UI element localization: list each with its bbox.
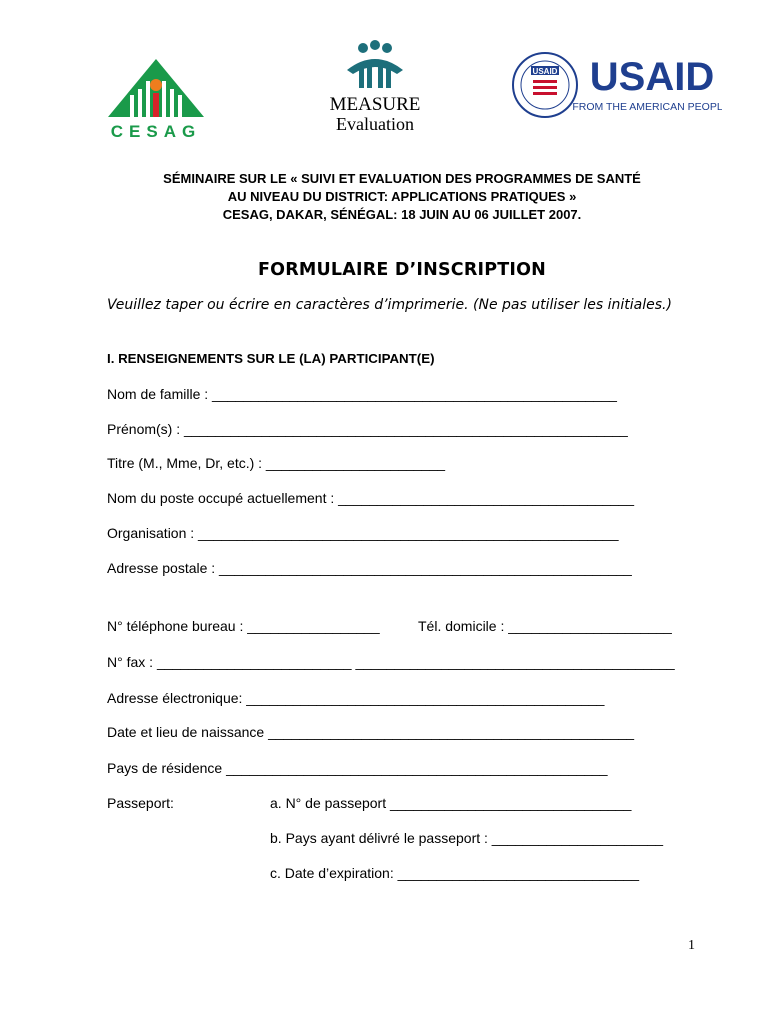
seminar-title-line-2: AU NIVEAU DU DISTRICT: APPLICATIONS PRATIQUES »: [227, 189, 577, 204]
field-poste-occupe[interactable]: Nom du poste occupé actuellement : ______________________________________: [107, 490, 635, 506]
page-number: 1: [688, 938, 695, 953]
field-pays-residence[interactable]: Pays de résidence _________________________________________________: [107, 760, 608, 776]
field-prenom[interactable]: Prénom(s) : _________________________________________________________: [107, 421, 628, 437]
evaluation-text: Evaluation: [336, 114, 414, 134]
field-date-lieu-naissance[interactable]: Date et lieu de naissance _______________________________________________: [107, 724, 635, 740]
seminar-title-line-1: SÉMINAIRE SUR LE « SUIVI ET EVALUATION DES PROGRAMMES DE SANTÉ: [163, 171, 641, 186]
seminar-title-line-3: CESAG, DAKAR, SÉNÉGAL: 18 JUIN AU 06 JUILLET 2007.: [222, 207, 582, 222]
field-organisation[interactable]: Organisation : ______________________________________________________: [107, 525, 619, 541]
measure-text: MEASURE: [329, 94, 421, 115]
field-pays-delivrance-passeport[interactable]: b. Pays ayant délivré le passeport : ______________________: [270, 830, 664, 846]
cesag-text: CESAG: [110, 122, 202, 139]
cesag-logo: [104, 55, 208, 139]
passeport-label: Passeport:: [107, 795, 174, 811]
usaid-wordmark: USAID: [589, 55, 715, 99]
usaid-logo: [512, 50, 722, 120]
usaid-seal-text: USAID: [532, 67, 558, 76]
usaid-seal: [513, 53, 577, 117]
instructions: Veuillez taper ou écrire en caractères d’imprimerie. (Ne pas utiliser les initiales.): [107, 297, 672, 313]
form-title: FORMULAIRE D’INSCRIPTION: [257, 260, 547, 280]
section-heading-participant: I. RENSEIGNEMENTS SUR LE (LA) PARTICIPANT(E): [107, 351, 435, 366]
measure-evaluation-logo: [327, 40, 423, 134]
field-adresse-electronique[interactable]: Adresse électronique: ______________________________________________: [107, 690, 605, 706]
field-numero-passeport[interactable]: a. N° de passeport _______________________________: [270, 795, 632, 811]
cesag-dot: [150, 79, 162, 91]
field-nom-de-famille[interactable]: Nom de famille : ____________________________________________________: [107, 386, 617, 402]
field-fax[interactable]: N° fax : _________________________ _________________________________________: [107, 654, 675, 670]
field-telephone-bureau[interactable]: N° téléphone bureau : _________________: [107, 618, 380, 634]
field-date-expiration-passeport[interactable]: c. Date d’expiration: _______________________________: [270, 865, 639, 881]
usaid-tagline: FROM THE AMERICAN PEOPLE: [572, 101, 722, 113]
field-telephone-domicile[interactable]: Tél. domicile : _____________________: [418, 618, 672, 634]
field-adresse-postale[interactable]: Adresse postale : _____________________________________________________: [107, 560, 632, 576]
field-titre[interactable]: Titre (M., Mme, Dr, etc.) : _______________________: [107, 455, 446, 471]
